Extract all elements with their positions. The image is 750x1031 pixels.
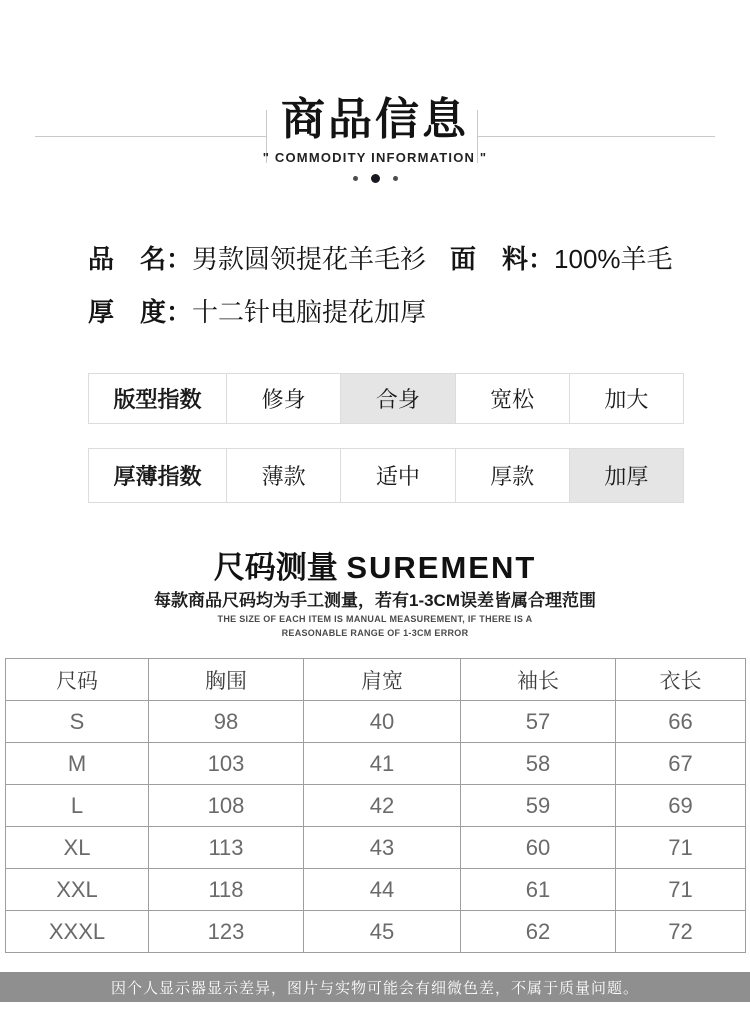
measure-cell: 40 <box>304 701 461 743</box>
table-row <box>6 785 746 827</box>
fit-option: 加大 <box>569 374 683 423</box>
measure-cell: 69 <box>616 785 746 827</box>
page-subtitle: " COMMODITY INFORMATION " <box>262 150 488 165</box>
size-cell: L <box>6 785 149 827</box>
size-cell: M <box>6 743 149 785</box>
measure-cell: 60 <box>461 827 616 869</box>
attr-label-name: 品 名： <box>88 244 193 274</box>
thickness-index-row <box>88 448 684 503</box>
measure-cell: 59 <box>461 785 616 827</box>
column-header: 肩宽 <box>304 659 461 701</box>
table-row <box>6 869 746 911</box>
measure-cell: 98 <box>149 701 304 743</box>
measure-cell: 108 <box>149 785 304 827</box>
thickness-option-selected: 加厚 <box>569 449 683 502</box>
column-header: 衣长 <box>616 659 746 701</box>
table-row <box>6 827 746 869</box>
product-attr-line-1 <box>88 239 673 276</box>
column-header: 胸围 <box>149 659 304 701</box>
measure-cell: 45 <box>304 911 461 953</box>
measure-cell: 44 <box>304 869 461 911</box>
size-title-en: SUREMENT <box>346 550 537 585</box>
size-title-cn: 尺码测量 <box>213 550 338 585</box>
measure-cell: 43 <box>304 827 461 869</box>
size-cell: XL <box>6 827 149 869</box>
fit-option: 宽松 <box>455 374 569 423</box>
measure-cell: 71 <box>616 869 746 911</box>
measure-cell: 118 <box>149 869 304 911</box>
size-note-en-1: THE SIZE OF EACH ITEM IS MANUAL MEASUREMENT, IF THERE IS A <box>217 614 533 624</box>
column-header: 袖长 <box>461 659 616 701</box>
footer-notice-bar <box>0 972 750 1002</box>
size-cell: XXXL <box>6 911 149 953</box>
measure-cell: 67 <box>616 743 746 785</box>
table-row <box>6 911 746 953</box>
measure-cell: 103 <box>149 743 304 785</box>
thickness-index-label: 厚薄指数 <box>113 464 202 489</box>
attr-label-thickness: 厚 度： <box>88 297 193 327</box>
footer-notice: 因个人显示器显示差异，图片与实物可能会有细微色差，不属于质量问题。 <box>110 979 639 997</box>
thickness-option: 适中 <box>340 449 454 502</box>
thickness-option: 薄款 <box>226 449 340 502</box>
size-table-header-row <box>6 659 746 701</box>
size-section-title <box>0 542 750 587</box>
measure-cell: 113 <box>149 827 304 869</box>
page-title: 商品信息 <box>281 95 469 144</box>
attr-value-fabric: 100%羊毛 <box>554 244 673 274</box>
table-row <box>6 701 746 743</box>
size-table <box>5 658 746 953</box>
table-row <box>6 743 746 785</box>
fit-index-label: 版型指数 <box>113 387 202 412</box>
size-note-en-2: REASONABLE RANGE OF 1-3CM ERROR <box>281 628 469 638</box>
measure-cell: 66 <box>616 701 746 743</box>
size-cell: S <box>6 701 149 743</box>
dot-icon <box>353 176 358 181</box>
thickness-option: 厚款 <box>455 449 569 502</box>
measure-cell: 123 <box>149 911 304 953</box>
dot-icon <box>371 174 380 183</box>
fit-option-selected: 合身 <box>340 374 454 423</box>
measure-cell: 62 <box>461 911 616 953</box>
measure-cell: 58 <box>461 743 616 785</box>
attr-value-thickness: 十二针电脑提花加厚 <box>192 297 427 327</box>
column-header: 尺码 <box>6 659 149 701</box>
measure-cell: 72 <box>616 911 746 953</box>
size-cell: XXL <box>6 869 149 911</box>
fit-option: 修身 <box>226 374 340 423</box>
attr-value-name: 男款圆领提花羊毛衫 <box>192 244 427 274</box>
size-section-subtitle: 每款商品尺码均为手工测量，若有1-3CM误差皆属合理范围 <box>153 591 596 610</box>
measure-cell: 61 <box>461 869 616 911</box>
measure-cell: 71 <box>616 827 746 869</box>
attr-label-fabric: 面 料： <box>450 244 555 274</box>
dot-icon <box>393 176 398 181</box>
dots-decoration <box>0 171 750 185</box>
measure-cell: 41 <box>304 743 461 785</box>
fit-index-row <box>88 373 684 424</box>
measure-cell: 57 <box>461 701 616 743</box>
measure-cell: 42 <box>304 785 461 827</box>
product-attr-line-2 <box>88 292 426 329</box>
